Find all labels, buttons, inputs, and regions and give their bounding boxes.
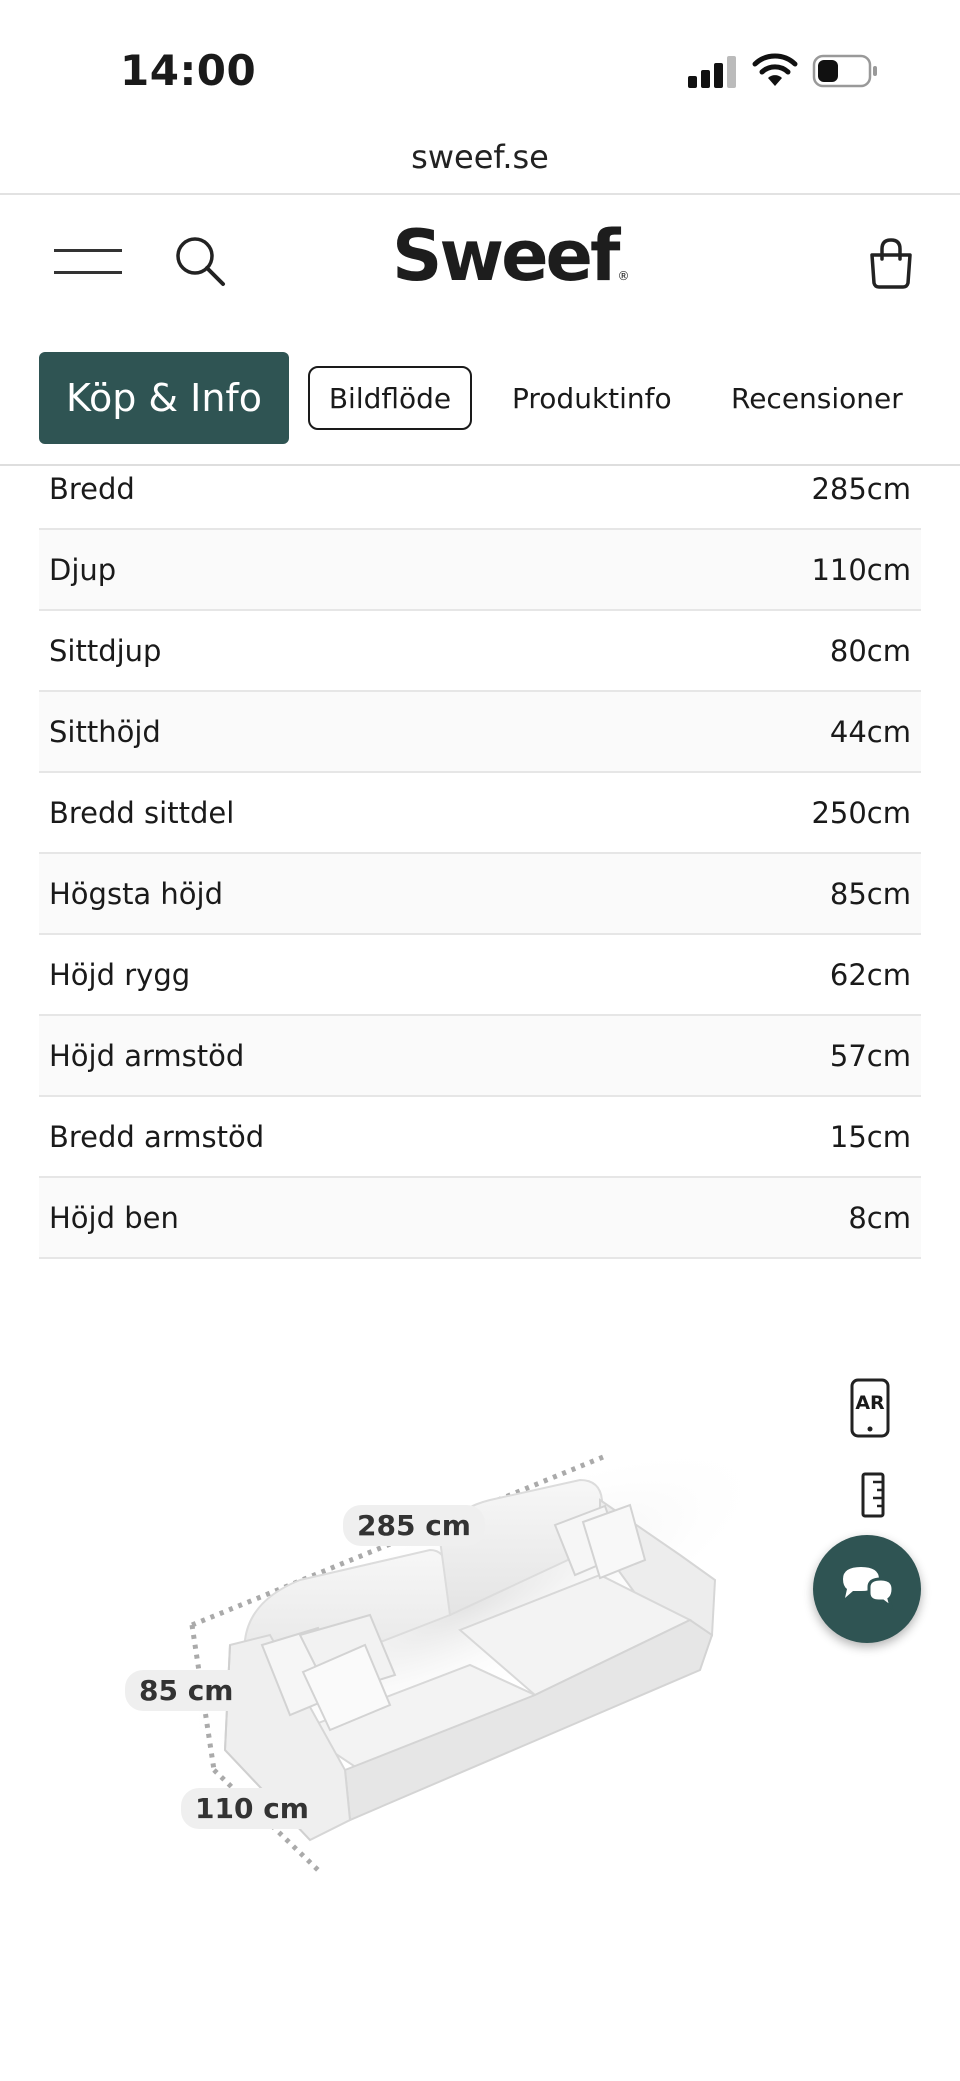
spec-label: Bredd xyxy=(49,471,135,506)
tab-produktinfo[interactable]: Produktinfo xyxy=(512,381,672,415)
status-time: 14:00 xyxy=(120,46,257,95)
wifi-icon xyxy=(752,52,798,88)
ar-phone-icon[interactable] xyxy=(850,1378,890,1438)
tabs-divider xyxy=(0,464,960,466)
width-dimension-label: 285 cm xyxy=(343,1505,485,1546)
table-row xyxy=(39,773,921,854)
spec-value: 57cm xyxy=(829,1038,911,1073)
table-row xyxy=(39,449,921,530)
shopping-bag-icon[interactable] xyxy=(868,237,914,289)
spec-value: 250cm xyxy=(811,795,911,830)
search-icon[interactable] xyxy=(174,235,226,287)
spec-label: Högsta höjd xyxy=(49,876,224,911)
table-row xyxy=(39,1016,921,1097)
spec-value: 44cm xyxy=(829,714,911,749)
spec-value: 110cm xyxy=(811,552,911,587)
depth-dimension-label: 110 cm xyxy=(181,1788,323,1829)
spec-label: Höjd armstöd xyxy=(49,1038,245,1073)
browser-url[interactable]: sweef.se xyxy=(411,138,549,176)
cellular-signal-icon xyxy=(688,56,738,88)
height-dimension-label: 85 cm xyxy=(125,1670,248,1711)
spec-value: 85cm xyxy=(829,876,911,911)
status-bar xyxy=(0,0,960,140)
table-row xyxy=(39,854,921,935)
spec-value: 15cm xyxy=(829,1119,911,1154)
spec-label: Djup xyxy=(49,552,117,587)
ar-label: AR xyxy=(855,1392,885,1414)
spec-value: 62cm xyxy=(829,957,911,992)
sweef-logo[interactable] xyxy=(392,215,630,297)
battery-icon xyxy=(812,54,878,88)
spec-label: Sittdjup xyxy=(49,633,162,668)
logo-registered-mark: ® xyxy=(617,269,630,283)
chat-bubbles-icon xyxy=(813,1535,921,1643)
chat-button[interactable] xyxy=(813,1535,921,1643)
table-row xyxy=(39,935,921,1016)
table-row xyxy=(39,530,921,611)
site-header xyxy=(0,195,960,325)
spec-value: 285cm xyxy=(811,471,911,506)
ruler-icon[interactable] xyxy=(861,1472,885,1518)
spec-value: 8cm xyxy=(848,1200,911,1235)
spec-label: Höjd rygg xyxy=(49,957,191,992)
tab-bildflode[interactable]: Bildflöde xyxy=(308,366,472,430)
spec-label: Bredd armstöd xyxy=(49,1119,265,1154)
table-row xyxy=(39,611,921,692)
table-row xyxy=(39,1178,921,1259)
spec-label: Bredd sittdel xyxy=(49,795,235,830)
hamburger-menu-icon[interactable] xyxy=(54,249,122,275)
spec-value: 80cm xyxy=(829,633,911,668)
spec-label: Höjd ben xyxy=(49,1200,179,1235)
tab-recensioner[interactable]: Recensioner xyxy=(731,381,903,415)
tab-kop-info[interactable]: Köp & Info xyxy=(39,352,289,444)
dimensions-table xyxy=(39,449,921,1259)
table-row xyxy=(39,692,921,773)
spec-label: Sitthöjd xyxy=(49,714,161,749)
table-row xyxy=(39,1097,921,1178)
logo-text: Sweef xyxy=(392,215,618,297)
